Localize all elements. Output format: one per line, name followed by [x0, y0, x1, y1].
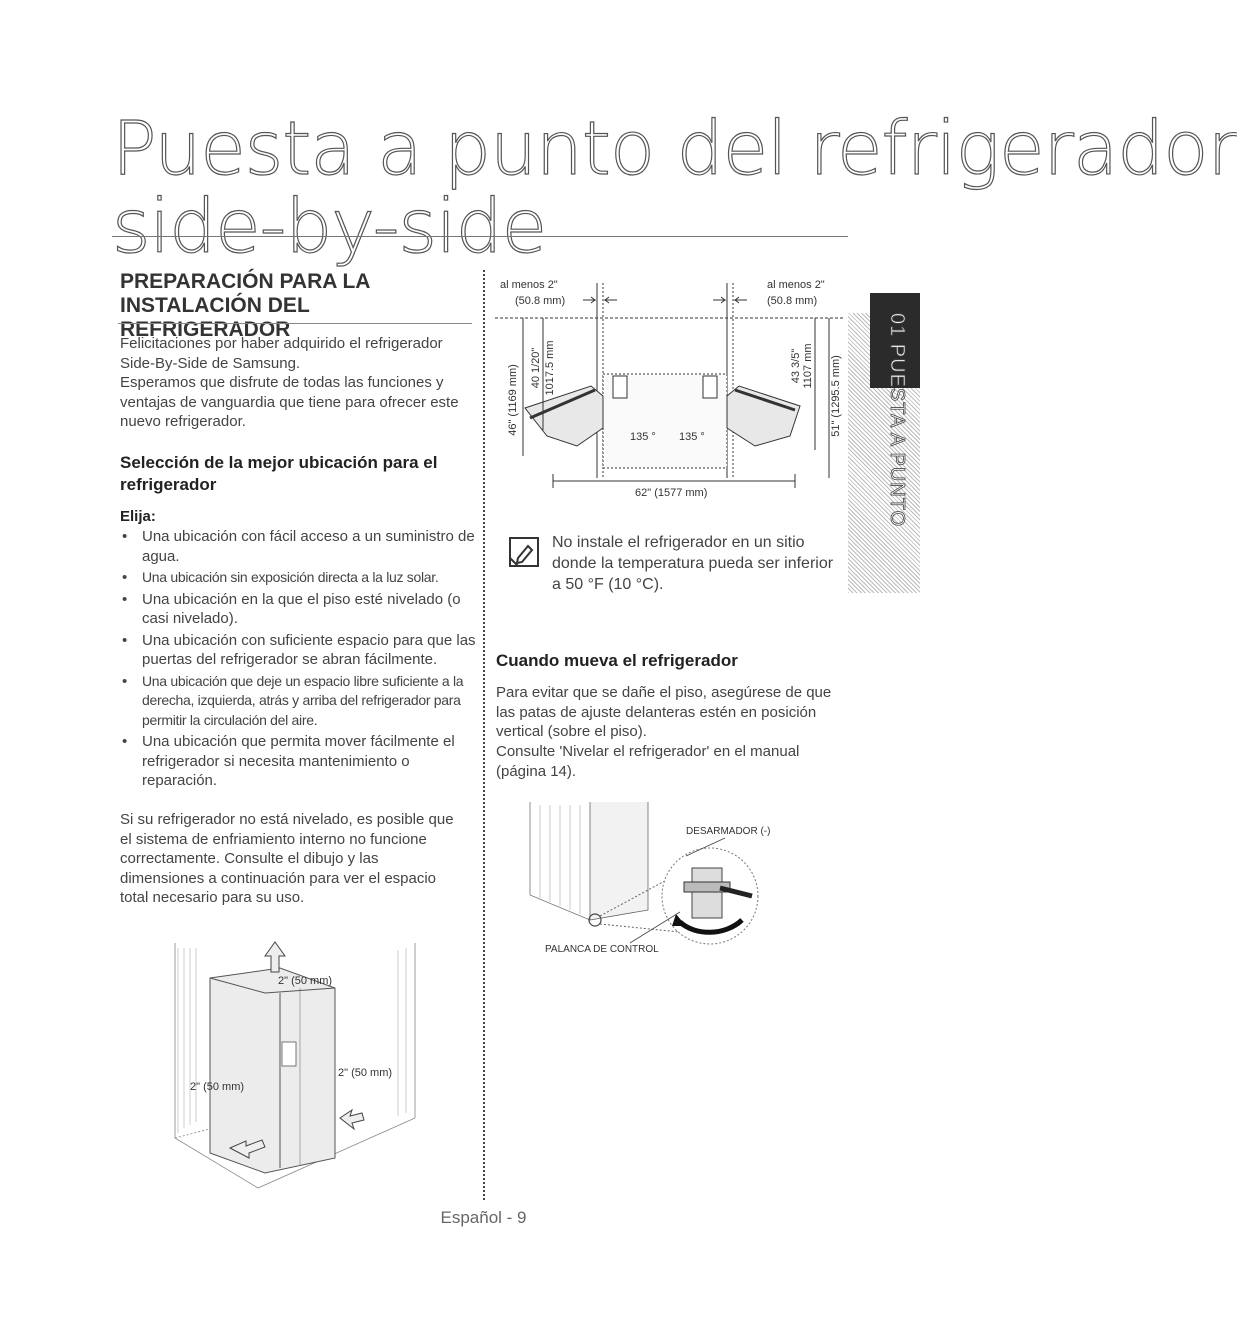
- note-icon: [508, 536, 542, 570]
- leg-zoom-circle: [662, 848, 758, 944]
- depth-46-label: 46" (1169 mm): [507, 364, 519, 436]
- depth-51-label: 51" (1295.5 mm): [830, 355, 842, 437]
- left-clearance-line1: al menos 2": [500, 279, 558, 291]
- location-subheading: Selección de la mejor ubicación para el refrigerador: [120, 453, 438, 494]
- refrigerator-illustration: [210, 968, 335, 1173]
- move-paragraph-1: Para evitar que se dañe el piso, asegúrese de que las patas de ajuste delanteras estén en posición vertical (sobre el piso).: [496, 684, 832, 740]
- choose-label: Elija:: [120, 508, 156, 525]
- page-title-line2: side-by-side: [112, 184, 547, 270]
- wall-hatch-left: [178, 948, 196, 1133]
- section-heading-line2: INSTALACIÓN DEL REFRIGERADOR: [120, 294, 310, 341]
- location-bullet-list: [120, 527, 480, 793]
- angle-left-label: 135 °: [630, 431, 656, 443]
- depth-1107-label: 1107 mm: [802, 343, 814, 389]
- control-lever-label: PALANCA DE CONTROL: [545, 944, 659, 955]
- side-tab-label: 01 PUESTA A PUNTO: [886, 313, 908, 528]
- page-footer: Español - 9: [440, 1208, 527, 1227]
- right-door-open: [727, 386, 800, 446]
- arrow-up-icon: [265, 942, 285, 972]
- clearance-top-label: 2" (50 mm): [278, 975, 333, 987]
- leveling-leg-illustration: [520, 800, 820, 960]
- arrow-right-icon: [340, 1110, 364, 1129]
- wall-hatch-right: [398, 948, 406, 1116]
- clearance-right-label: 2" (50 mm): [338, 1067, 393, 1079]
- left-clearance-line2: (50.8 mm): [515, 295, 566, 307]
- move-heading: Cuando mueva el refrigerador: [496, 651, 738, 670]
- clearance-arrows: [583, 297, 747, 303]
- screwdriver-label: DESARMADOR (-): [686, 826, 771, 837]
- section-heading-line1: PREPARACIÓN PARA LA: [120, 270, 371, 293]
- width-label: 62" (1577 mm): [635, 487, 708, 499]
- list-item: • Una ubicación con suficiente espacio para que las puertas del refrigerador se abran fácilmente.: [120, 631, 480, 670]
- intro-paragraph-1: Felicitaciones por haber adquirido el refrigerador Side-By-Side de Samsung.: [120, 335, 443, 372]
- section-side-tab: [848, 293, 920, 601]
- temperature-note: No instale el refrigerador en un sitio donde la temperatura pueda ser inferior a 50 °F (10 °C).: [552, 534, 834, 593]
- fridge-door-outline: [590, 802, 648, 920]
- angle-right-label: 135 °: [679, 431, 705, 443]
- section-heading: [120, 270, 480, 342]
- section-heading-rule: [118, 323, 472, 324]
- list-item: • Una ubicación que deje un espacio libre suficiente a la derecha, izquierda, atrás y arriba del refrigerador para permitir la circulación del aire.: [120, 672, 480, 731]
- title-rule: [112, 236, 848, 237]
- clearance-illustration: [170, 938, 420, 1188]
- right-clearance-line2: (50.8 mm): [767, 295, 818, 307]
- right-clearance-line1: al menos 2": [767, 279, 825, 291]
- move-paragraph-2: Consulte 'Nivelar el refrigerador' en el manual (página 14).: [496, 743, 800, 780]
- depth-43-label: 43 3/5": [790, 348, 802, 384]
- list-item: • Una ubicación que permita mover fácilmente el refrigerador si necesita mantenimiento o reparación.: [120, 732, 480, 791]
- door-swing-dimension-diagram: [495, 278, 845, 500]
- intro-paragraph-2: Esperamos que disfrute de todas las funciones y ventajas de vanguardia que tiene para ofrecer este nuevo refrigerador.: [120, 374, 459, 430]
- refrigerator-top-view: [525, 374, 800, 468]
- level-note-paragraph: Si su refrigerador no está nivelado, es posible que el sistema de enfriamiento interno no funcione correctamente. Consulte el dibujo y las dimensiones a continuación para ver el espacio total necesario para su uso.: [120, 811, 454, 906]
- depth-1017-label: 1017.5 mm: [544, 340, 556, 396]
- list-item: • Una ubicación en la que el piso esté nivelado (o casi nivelado).: [120, 590, 480, 629]
- list-item: • Una ubicación sin exposición directa a la luz solar.: [120, 568, 480, 588]
- list-item: • Una ubicación con fácil acceso a un suministro de agua.: [120, 527, 480, 566]
- column-divider: [483, 270, 485, 1200]
- page-title-line1: Puesta a punto del refrigerador: [112, 106, 1237, 192]
- depth-40-label: 40 1/20": [530, 347, 542, 389]
- clearance-left-label: 2" (50 mm): [190, 1081, 245, 1093]
